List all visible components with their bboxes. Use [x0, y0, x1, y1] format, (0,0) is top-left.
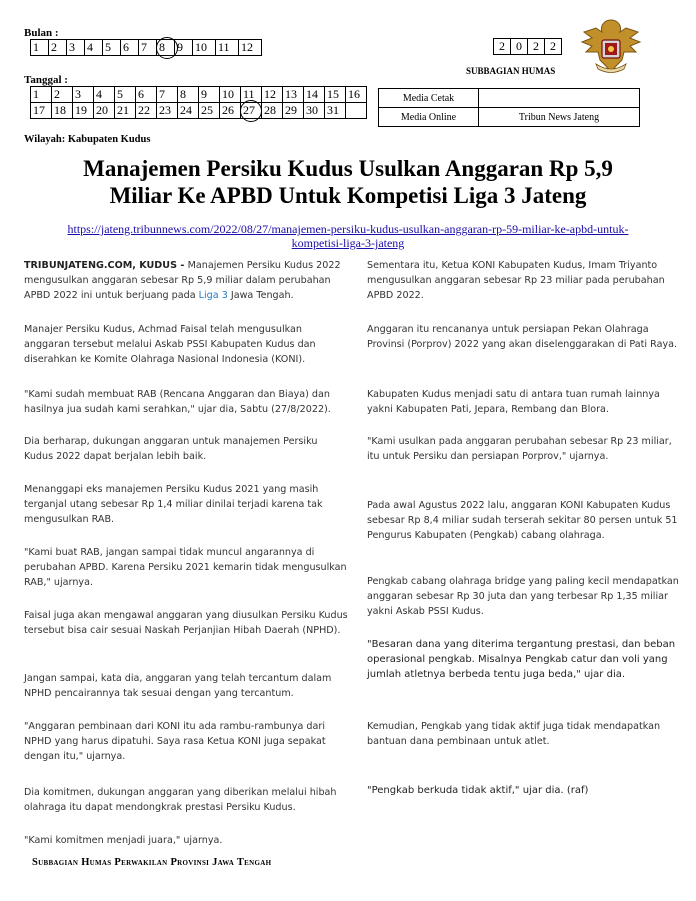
year-digit: 2: [528, 39, 545, 55]
date-number: 4: [96, 87, 102, 101]
paragraph: "Anggaran pembinaan dari KONI itu ada rambu-rambunya dari NPHD yang harus dipatuhi. Saya rasa Ketua KONI juga sepakat dengan itu," ujarnya.: [24, 721, 326, 762]
date-cell: [94, 87, 115, 103]
source-dateline: TRIBUNJATENG.COM, KUDUS -: [24, 260, 188, 271]
month-number: 9: [177, 40, 183, 54]
month-cell: [139, 40, 157, 56]
date-number: 15: [327, 87, 339, 101]
date-number: 20: [96, 103, 108, 117]
date-cell: [241, 103, 262, 119]
paragraph: "Kami komitmen menjadi juara," ujarnya.: [24, 835, 223, 846]
date-number: 6: [138, 87, 144, 101]
date-number: 30: [306, 103, 318, 117]
date-cell: [178, 103, 199, 119]
date-cell: [199, 103, 220, 119]
month-cell: [85, 40, 103, 56]
date-number: 14: [306, 87, 318, 101]
media-table: [378, 88, 640, 127]
date-number: 28: [264, 103, 276, 117]
date-cell: [199, 87, 220, 103]
month-number: 6: [123, 40, 129, 54]
date-number: 31: [327, 103, 339, 117]
paragraph: Dia berharap, dukungan anggaran untuk manajemen Persiku Kudus 2022 dapat berjalan lebih baik.: [24, 436, 318, 462]
year-digit: 2: [545, 39, 562, 55]
date-number: 26: [222, 103, 234, 117]
date-cell: [136, 103, 157, 119]
date-number: 5: [117, 87, 123, 101]
garuda-emblem-icon: [578, 14, 644, 80]
month-cell: [103, 40, 121, 56]
month-number: 7: [141, 40, 147, 54]
month-number: 1: [33, 40, 39, 54]
selected-date: 27: [243, 103, 255, 117]
date-cell: [346, 103, 367, 119]
date-cell: [94, 103, 115, 119]
month-cell: [239, 40, 262, 56]
date-cell: [178, 87, 199, 103]
date-cell: [304, 103, 325, 119]
date-cell: [73, 103, 94, 119]
paragraph: Anggaran itu rencananya untuk persiapan Pekan Olahraga Provinsi (Porprov) 2022 yang akan diselenggarakan di Pati Raya.: [367, 324, 678, 350]
month-cell: [157, 40, 175, 56]
paragraph-text: Manajemen Persiku Kudus 2022 mengusulkan anggaran sebesar Rp 5,9 miliar dalam perubahan APBD 2022 ini untuk berjuang pada: [24, 260, 341, 301]
article-url[interactable]: [0, 222, 696, 250]
paragraph: Jangan sampai, kata dia, anggaran yang telah tercantum dalam NPHD pencairannya tak sesuai dengan yang tercantum.: [24, 673, 332, 699]
media-row: [379, 108, 640, 127]
date-grid: [30, 86, 367, 119]
date-cell: [325, 87, 346, 103]
date-number: 24: [180, 103, 192, 117]
paragraph: "Pengkab berkuda tidak aktif," ujar dia. (raf): [367, 785, 589, 796]
paragraph: Kemudian, Pengkab yang tidak aktif juga tidak mendapatkan bantuan dana pembinaan untuk atlet.: [367, 721, 661, 747]
date-cell: [283, 103, 304, 119]
tanggal-label: Tanggal :: [24, 74, 68, 86]
date-cell: [52, 87, 73, 103]
date-cell: [220, 87, 241, 103]
url-line[interactable]: https://jateng.tribunnews.com/2022/08/27/manajemen-persiku-kudus-usulkan-anggaran-rp-59-miliar-ke-apbd-untuk-: [67, 222, 629, 236]
month-number: 2: [51, 40, 57, 54]
date-number: 29: [285, 103, 297, 117]
date-number: 7: [159, 87, 165, 101]
region-label: Wilayah: Kabupaten Kudus: [24, 134, 151, 145]
month-grid: [30, 39, 262, 56]
date-cell: [325, 103, 346, 119]
bulan-label: Bulan :: [24, 27, 59, 39]
date-number: 10: [222, 87, 234, 101]
date-cell: [304, 87, 325, 103]
paragraph: "Kami buat RAB, jangan sampai tidak muncul angarannya di perubahan APBD. Karena Persiku 2021 kemarin tidak mengusulkan RAB," ujarnya.: [24, 547, 347, 588]
month-cell: [67, 40, 85, 56]
month-cell: [31, 40, 49, 56]
year-digit: 0: [511, 39, 528, 55]
date-number: 25: [201, 103, 213, 117]
month-number: 5: [105, 40, 111, 54]
date-number: 2: [54, 87, 60, 101]
date-cell: [157, 87, 178, 103]
date-cell: [157, 103, 178, 119]
department-label: SUBBAGIAN HUMAS: [466, 66, 556, 76]
date-number: 11: [243, 87, 255, 101]
year-box: [493, 38, 562, 55]
date-number: 18: [54, 103, 66, 117]
month-cell: [121, 40, 139, 56]
paragraph: "Kami usulkan pada anggaran perubahan sebesar Rp 23 miliar, itu untuk Persiku dan persiapan Porprov," ujarnya.: [367, 436, 672, 462]
date-number: 16: [348, 87, 360, 101]
paragraph: Manajer Persiku Kudus, Achmad Faisal telah mengusulkan anggaran tersebut melalui Askab PSSI Kabupaten Kudus dan diserahkan ke Komite Olahraga Nasional Indonesia (KONI).: [24, 324, 316, 365]
date-number: 21: [117, 103, 129, 117]
paragraph: Sementara itu, Ketua KONI Kabupaten Kudus, Imam Triyanto mengusulkan anggaran sebesar Rp 23 miliar pada perubahan APBD 2022.: [367, 260, 665, 301]
paragraph: Pengkab cabang olahraga bridge yang paling kecil mendapatkan anggaran sebesar Rp 30 juta dan yang terbesar Rp 1,35 miliar yakni Askab PSSI Kudus.: [367, 576, 679, 617]
media-label: Media Cetak: [379, 89, 479, 108]
month-number: 3: [69, 40, 75, 54]
date-cell: [262, 87, 283, 103]
date-cell: [31, 87, 52, 103]
selected-month: 8: [159, 40, 165, 54]
date-number: 1: [33, 87, 39, 101]
paragraph: [24, 258, 349, 303]
month-cell: [49, 40, 67, 56]
paragraph: "Besaran dana yang diterima tergantung prestasi, dan beban operasional pengkab. Misalnya Pengkab catur dan voli yang jumlah atletnya berbeda tentu juga beda," ujar dia.: [367, 639, 676, 680]
date-number: 8: [180, 87, 186, 101]
title-line: Miliar Ke APBD Untuk Kompetisi Liga 3 Jateng: [109, 183, 587, 208]
date-cell: [31, 103, 52, 119]
paragraph: Faisal juga akan mengawal anggaran yang diusulkan Persiku Kudus tersebut bisa cair sesuai Naskah Perjanjian Hibah Daerah (NPHD).: [24, 610, 348, 636]
date-cell: [283, 87, 304, 103]
month-cell: [216, 40, 239, 56]
date-cell: [73, 87, 94, 103]
date-cell: [262, 103, 283, 119]
date-cell: [136, 87, 157, 103]
date-number: 3: [75, 87, 81, 101]
date-cell: [346, 87, 367, 103]
date-cell: [52, 103, 73, 119]
media-row: [379, 89, 640, 108]
date-number: 12: [264, 87, 276, 101]
date-number: 23: [159, 103, 171, 117]
date-cell: [220, 103, 241, 119]
month-number: 4: [87, 40, 93, 54]
media-value: Tribun News Jateng: [479, 108, 640, 127]
footer-text: Subbagian Humas Perwakilan Provinsi Jawa Tengah: [32, 857, 272, 868]
date-number: 19: [75, 103, 87, 117]
month-number: 11: [218, 40, 230, 54]
paragraph: "Kami sudah membuat RAB (Rencana Anggaran dan Biaya) dan hasilnya jua sudah kami serahkan," ujar dia, Sabtu (27/8/2022).: [24, 389, 331, 415]
date-number: 22: [138, 103, 150, 117]
paragraph: Menanggapi eks manajemen Persiku Kudus 2021 yang masih terganjal utang sebesar Rp 1,4 miliar dinilai terjadi karena tak mengusulkan RAB.: [24, 484, 323, 525]
url-line[interactable]: kompetisi-liga-3-jateng: [291, 236, 405, 250]
year-digit: 2: [494, 39, 511, 55]
liga3-link[interactable]: Liga 3: [198, 290, 228, 301]
date-number: 13: [285, 87, 297, 101]
paragraph: Dia komitmen, dukungan anggaran yang diberikan melalui hibah olahraga itu dapat mendongkrak prestasi Persiku Kudus.: [24, 787, 337, 813]
date-cell: [115, 103, 136, 119]
date-cell: [115, 87, 136, 103]
month-number: 12: [241, 40, 253, 54]
paragraph: Pada awal Agustus 2022 lalu, anggaran KONI Kabupaten Kudus sebesar Rp 8,4 miliar sudah terserah sekitar 80 persen untuk 51 Pengurus Kabupaten (Pengkab) cabang olahraga.: [367, 500, 678, 541]
month-number: 10: [195, 40, 207, 54]
article-title: [0, 155, 696, 209]
paragraph: Kabupaten Kudus menjadi satu di antara tuan rumah lainnya yakni Kabupaten Pati, Jepara, Rembang dan Blora.: [367, 389, 660, 415]
title-line: Manajemen Persiku Kudus Usulkan Anggaran Rp 5,9: [83, 156, 613, 181]
date-number: 17: [33, 103, 45, 117]
month-cell: [193, 40, 216, 56]
date-number: 9: [201, 87, 207, 101]
media-value: [479, 89, 640, 108]
media-label: Media Online: [379, 108, 479, 127]
paragraph-text: Jawa Tengah.: [227, 290, 294, 301]
